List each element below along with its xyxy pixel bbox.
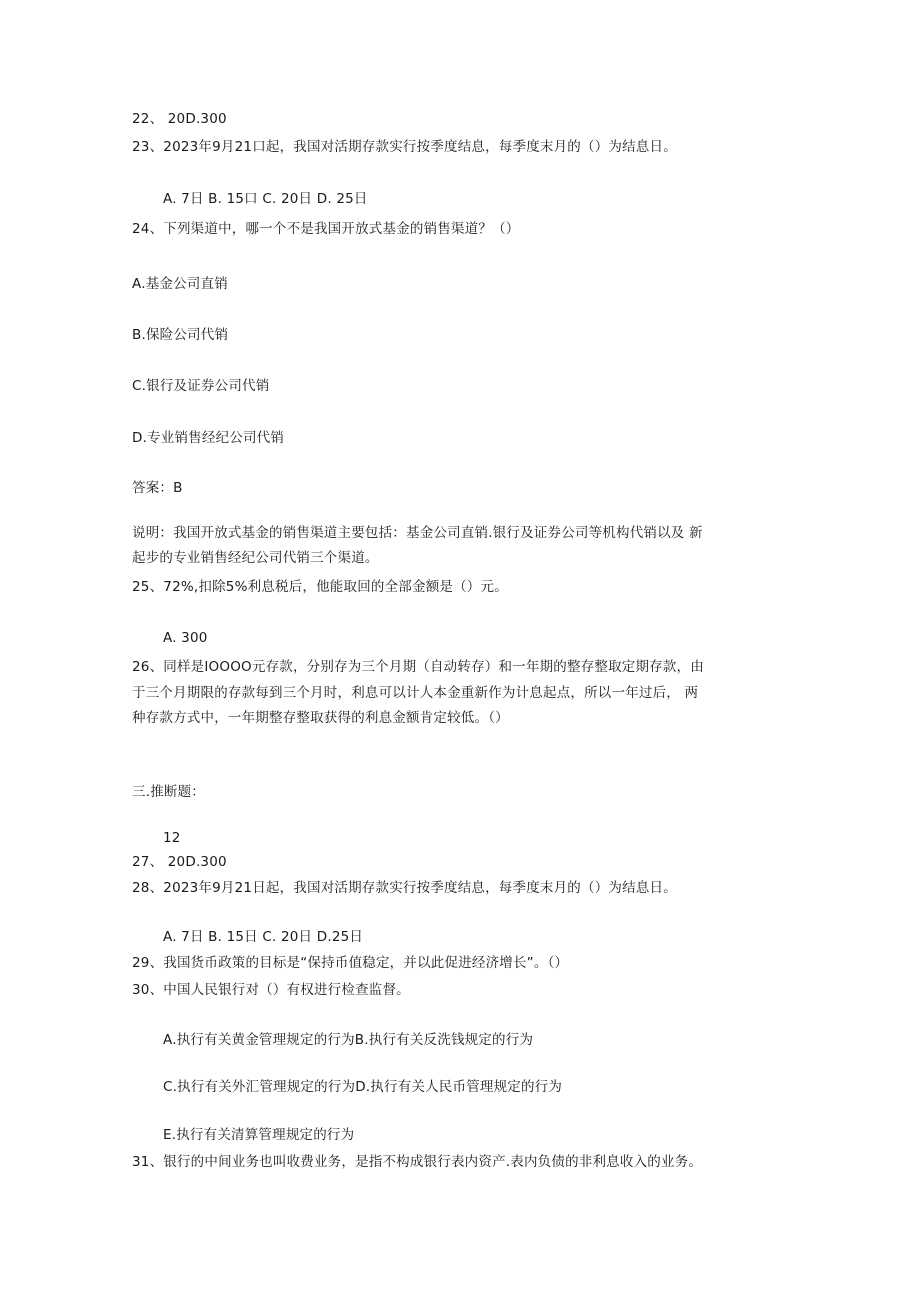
text-line-q24-explanation-2: 起步的专业销售经纪公司代销三个渠道。 bbox=[132, 550, 379, 566]
text-line-q30-options-ab: A.执行有关黄金管理规定的行为B.执行有关反洗钱规定的行为 bbox=[163, 1032, 534, 1048]
text-line-q27: 27、 20D.300 bbox=[132, 854, 227, 870]
text-line-q31: 31、银行的中间业务也叫收费业务，是指不构成银行表内资产.表内负债的非利息收入的业务。 bbox=[132, 1154, 703, 1170]
text-line-q28-options: A. 7日 B. 15日 C. 20日 D.25日 bbox=[163, 929, 364, 945]
text-line-q25: 25、72%,扣除5%利息税后，他能取回的全部金额是（）元。 bbox=[132, 579, 508, 595]
text-line-q25-option: A. 300 bbox=[163, 630, 208, 646]
text-line-q23-options: A. 7日 B. 15口 C. 20日 D. 25日 bbox=[163, 191, 368, 207]
text-line-q30: 30、中国人民银行对（）有权进行检查监督。 bbox=[132, 982, 410, 998]
text-line-q23: 23、2023年9月21口起，我国对活期存款实行按季度结息，每季度末月的（）为结息日。 bbox=[132, 139, 677, 155]
text-line-number: 12 bbox=[163, 830, 181, 846]
text-line-q24-explanation-1: 说明：我国开放式基金的销售渠道主要包括：基金公司直销.银行及证券公司等机构代销以及 新 bbox=[132, 525, 703, 541]
text-line-q29: 29、我国货币政策的目标是“保持币值稳定，并以此促进经济增长”。（） bbox=[132, 955, 569, 971]
text-line-q24: 24、下列渠道中，哪一个不是我国开放式基金的销售渠道？（） bbox=[132, 221, 520, 237]
text-line-q30-options-cd: C.执行有关外汇管理规定的行为D.执行有关人民币管理规定的行为 bbox=[163, 1079, 563, 1095]
text-line-q26-3: 种存款方式中，一年期整存整取获得的利息金额肯定较低。（） bbox=[132, 710, 509, 726]
text-line-q30-option-e: E.执行有关清算管理规定的行为 bbox=[163, 1127, 355, 1143]
text-line-q22: 22、 20D.300 bbox=[132, 111, 227, 127]
text-line-q24-option-d: D.专业销售经纪公司代销 bbox=[132, 430, 285, 446]
text-line-q24-option-c: C.银行及证券公司代销 bbox=[132, 378, 270, 394]
text-line-q24-option-a: A.基金公司直销 bbox=[132, 276, 228, 292]
text-line-q24-option-b: B.保险公司代销 bbox=[132, 327, 229, 343]
text-line-q28: 28、2023年9月21日起，我国对活期存款实行按季度结息，每季度末月的（）为结息日。 bbox=[132, 880, 677, 896]
text-line-q26-1: 26、同样是IOOOO元存款，分别存为三个月期（自动转存）和一年期的整存整取定期存款，由 bbox=[132, 659, 704, 675]
section-heading-judgement: 三.推断题： bbox=[132, 784, 205, 800]
text-line-q24-answer: 答案：B bbox=[132, 480, 183, 496]
text-line-q26-2: 于三个月期限的存款每到三个月时，利息可以计人本金重新作为计息起点，所以一年过后， 两 bbox=[132, 685, 699, 701]
